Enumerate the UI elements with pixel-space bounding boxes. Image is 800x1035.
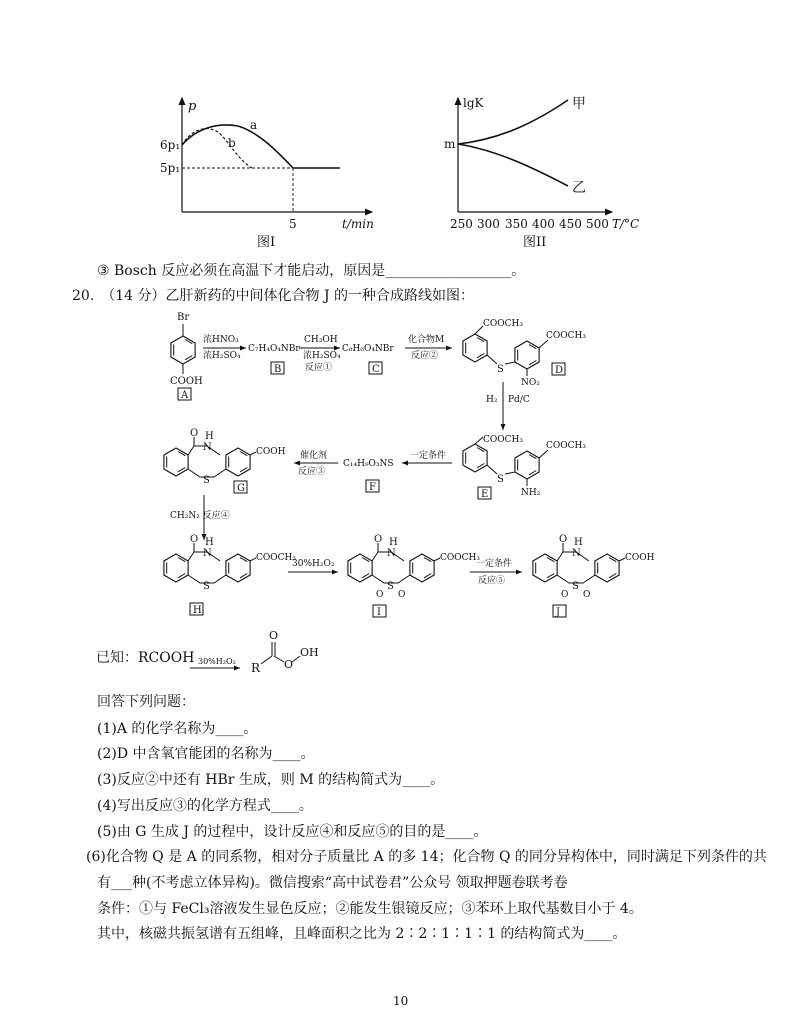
G-N: N (203, 442, 212, 453)
I-N: N (387, 548, 396, 559)
question-6-line2: 有___种(不考虑立体异构)。微信搜索“高中试卷君”公众号 领取押题卷联考卷 (97, 875, 568, 891)
fig1-curve-b-label: b (228, 136, 236, 150)
H-S: S (203, 581, 210, 592)
fig2-x-tick: 450 (559, 217, 582, 231)
figure-1-chart (0, 0, 800, 260)
fig2-x-unit: T/°C (612, 217, 640, 231)
J-sulfone-O1: O (561, 590, 569, 600)
compound-A (170, 312, 203, 387)
A-cooh: COOH (170, 376, 203, 387)
question-4: (4)写出反应③的化学方程式____。 (97, 798, 313, 814)
known-R: R (251, 661, 261, 675)
I-H: H (389, 537, 398, 548)
step6-bottom: 反应③ (298, 467, 326, 477)
C-label: C (372, 364, 380, 375)
fig2-m-label: m (444, 137, 456, 151)
known-prefix: 已知：RCOOH (96, 650, 195, 666)
step4-right: Pd/C (508, 395, 530, 405)
J-label: J (556, 607, 561, 618)
question-6-line4: 其中，核磁共振氢谱有五组峰，且峰面积之比为 2∶2∶1∶1∶1 的结构简式为____。 (97, 926, 627, 942)
fig2-x-ticks (450, 217, 609, 231)
step6-top: 催化剂 (300, 451, 328, 461)
step7: CH₂N₂ 反应④ (170, 511, 230, 521)
compound-J (533, 534, 655, 600)
D-ester2: COOCH₃ (546, 331, 586, 341)
question-2: (2)D 中含氧官能团的名称为____。 (97, 746, 315, 762)
A-br: Br (177, 312, 190, 323)
fig2-yi-label: 乙 (572, 180, 586, 196)
step2-top: CH₃OH (304, 335, 338, 345)
I-O: O (374, 534, 383, 545)
known-reagent: 30%H₂O₂ (198, 657, 236, 666)
question-6-line1: (6)化合物 Q 是 A 的同系物，相对分子质量比 A 的多 14；化合物 Q 的同分异构体中，同时满足下列条件的共 (86, 849, 767, 865)
step5-top: 一定条件 (410, 451, 447, 461)
D-no2: NO₂ (521, 378, 540, 388)
step9-bottom: 反应⑤ (478, 576, 506, 586)
fig2-x-tick: 400 (532, 217, 555, 231)
fig1-tick-5p1: 5p₁ (160, 161, 181, 175)
question-5: (5)由 G 生成 J 的过程中，设计反应④和反应⑤的目的是____。 (97, 824, 488, 840)
I-sulfone-O2: O (398, 590, 406, 600)
page-number: 10 (393, 994, 409, 1008)
J-H: H (574, 537, 583, 548)
compound-G (164, 428, 286, 486)
B-label: B (274, 364, 282, 375)
C-formula: C₈H₆O₄NBr (342, 344, 394, 354)
question-1: (1)A 的化学名称为____。 (97, 721, 258, 737)
H-label: H (193, 605, 202, 616)
fig2-x-tick: 500 (586, 217, 609, 231)
B-formula: C₇H₄O₄NBr (248, 344, 300, 354)
D-S: S (497, 364, 504, 375)
G-H: H (205, 431, 214, 442)
compound-D (463, 319, 586, 388)
questions-intro: 回答下列问题： (97, 694, 195, 710)
I-sulfone-O1: O (376, 590, 384, 600)
q19-part3: ③ Bosch 反应必须在高温下才能启动，原因是__________________。 (97, 263, 526, 279)
question-6-conditions: 条件：①与 FeCl₃溶液发生显色反应；②能发生银镜反应；③苯环上取代基数目小于 4。 (97, 901, 643, 917)
E-nh2: NH₂ (521, 488, 541, 498)
G-S: S (203, 475, 210, 486)
fig1-tick-6p1: 6p₁ (160, 138, 181, 152)
compound-H (164, 534, 296, 592)
known-O1: O (269, 629, 279, 642)
fig1-y-label: p (188, 99, 197, 114)
H-ester: COOCH₃ (256, 553, 296, 563)
fig2-y-label: lgK (463, 96, 484, 110)
fig1-x-tick-5: 5 (289, 217, 297, 231)
H-H: H (205, 537, 214, 548)
J-sulfone-O2: O (583, 590, 591, 600)
known-O2: O (284, 658, 294, 671)
compound-I (348, 534, 480, 600)
E-S: S (497, 474, 504, 485)
F-formula: C₁₄H₉O₃NS (343, 459, 394, 469)
curve-yi (458, 144, 568, 186)
step2-bottom1: 浓H₂SO₄ (303, 351, 341, 361)
fig2-caption: 图II (523, 235, 547, 250)
fig1-curve-a-label: a (250, 118, 258, 132)
G-cooh: COOH (256, 447, 286, 457)
fig2-jia-label: 甲 (572, 96, 586, 112)
curve-a (182, 125, 340, 168)
step1-top: 浓HNO₃ (203, 335, 239, 345)
fig2-x-tick: 250 (450, 217, 473, 231)
step4-left: H₂ (486, 395, 498, 405)
D-label: D (555, 365, 564, 376)
fig2-x-tick: 350 (505, 217, 528, 231)
J-cooh: COOH (625, 553, 655, 563)
synthesis-scheme (0, 300, 800, 640)
step3-top: 化合物M (408, 335, 445, 345)
E-ester1: COOCH₃ (483, 435, 523, 445)
fig2-x-tick: 300 (477, 217, 500, 231)
step8-top: 30%H₂O₂ (292, 559, 335, 569)
H-N: N (203, 548, 212, 559)
question-3: (3)反应②中还有 HBr 生成，则 M 的结构简式为____。 (97, 772, 445, 788)
step3-bottom: 反应② (411, 351, 439, 361)
H-O: O (190, 534, 199, 545)
G-O: O (190, 428, 199, 439)
fig1-caption: 图I (257, 235, 276, 250)
q20-title: 20. （14 分）乙肝新药的中间体化合物 J 的一种合成路线如图： (72, 288, 475, 304)
F-label: F (369, 482, 376, 493)
J-O: O (559, 534, 568, 545)
known-reaction (0, 620, 800, 690)
step2-bottom2: 反应① (305, 363, 333, 373)
J-S: S (572, 581, 579, 592)
D-ester1: COOCH₃ (483, 319, 523, 329)
fig1-x-label: t/min (342, 217, 374, 231)
I-S: S (387, 581, 394, 592)
step1-bottom: 浓H₂SO₄ (203, 351, 241, 361)
A-label: A (181, 390, 189, 401)
I-ester: COOCH₃ (440, 553, 480, 563)
E-ester2: COOCH₃ (546, 441, 586, 451)
I-label: I (377, 607, 381, 618)
J-N: N (572, 548, 581, 559)
G-label: G (237, 483, 245, 494)
E-label: E (481, 489, 489, 500)
step9-top: 一定条件 (476, 559, 513, 569)
known-OH: OH (300, 646, 319, 659)
